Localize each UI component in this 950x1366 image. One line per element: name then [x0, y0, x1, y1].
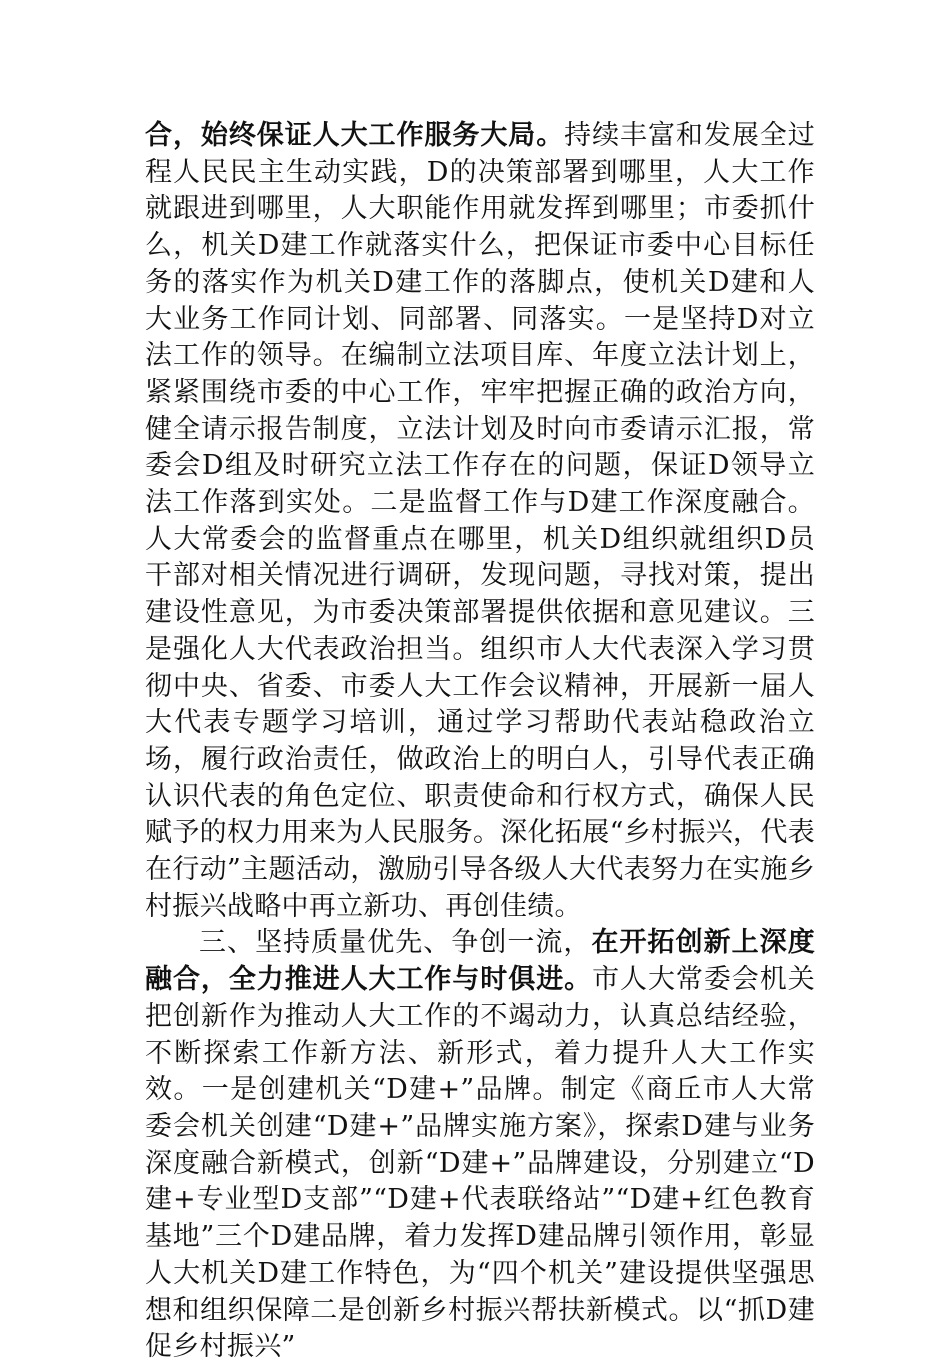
paragraph-2-body: 市人大常委会机关把创新作为推动人大工作的不竭动力，认真总结经验，不断探索工作新方法、新形式，着力提升人大工作实效。一是创建机关“D建+”品牌。制定《商丘市人大常委会机关创建“D建+”品牌实施方案》，探索D建与业务深度融合新模式，创新“D建+”品牌建设，分别建立“D建+专业型D支部”“D建+代表联络站”“D建+红色教育基地”三个D建品牌，着力发挥D建品牌引领作用，彰显人大机关D建工作特色，为“四个机关”建设提供坚强思想和组织保障二是创新乡村振兴帮扶新模式。以“抓D建促乡村振兴”: [145, 964, 815, 1363]
document-page: [145, 118, 816, 1363]
paragraph-1-body: 持续丰富和发展全过程人民民主生动实践，D的决策部署到哪里，人大工作就跟进到哪里，人大职能作用就发挥到哪里；市委抓什么，机关D建工作就落实什么，把保证市委中心目标任务的落实作为机关D建工作的落脚点，使机关D建和人大业务工作同计划、同部署、同落实。一是坚持D对立法工作的领导。在编制立法项目库、年度立法计划上，紧紧围绕市委的中心工作，牢牢把握正确的政治方向，健全请示报告制度，立法计划及时向市委请示汇报，常委会D组及时研究立法工作存在的问题，保证D领导立法工作落到实处。二是监督工作与D建工作深度融合。人大常委会的监督重点在哪里，机关D组织就组织D员干部对相关情况进行调研，发现问题，寻找对策，提出建设性意见，为市委决策部署提供依据和意见建议。三是强化人大代表政治担当。组织市人大代表深入学习贯彻中央、省委、市委人大工作会议精神，开展新一届人大代表专题学习培训，通过学习帮助代表站稳政治立场，履行政治责任，做政治上的明白人，引导代表正确认识代表的角色定位、职责使命和行权方式，确保人民赋予的权力用来为人民服务。深化拓展“乡村振兴，代表在行动”主题活动，激励引导各级人大代表努力在实施乡村振兴战略中再立新功、再创佳绩。: [145, 120, 816, 922]
paragraph-1-lead: 合，始终保证人大工作服务大局。: [145, 120, 565, 151]
paragraph-1: [145, 118, 815, 925]
paragraph-2-lead: 在开拓创新上深度融合，全力推进人大工作与时俱进。: [145, 927, 815, 996]
paragraph-2: [145, 925, 815, 1365]
paragraph-2-prefix: 三、坚持质量优先、争创一流，: [199, 927, 592, 959]
